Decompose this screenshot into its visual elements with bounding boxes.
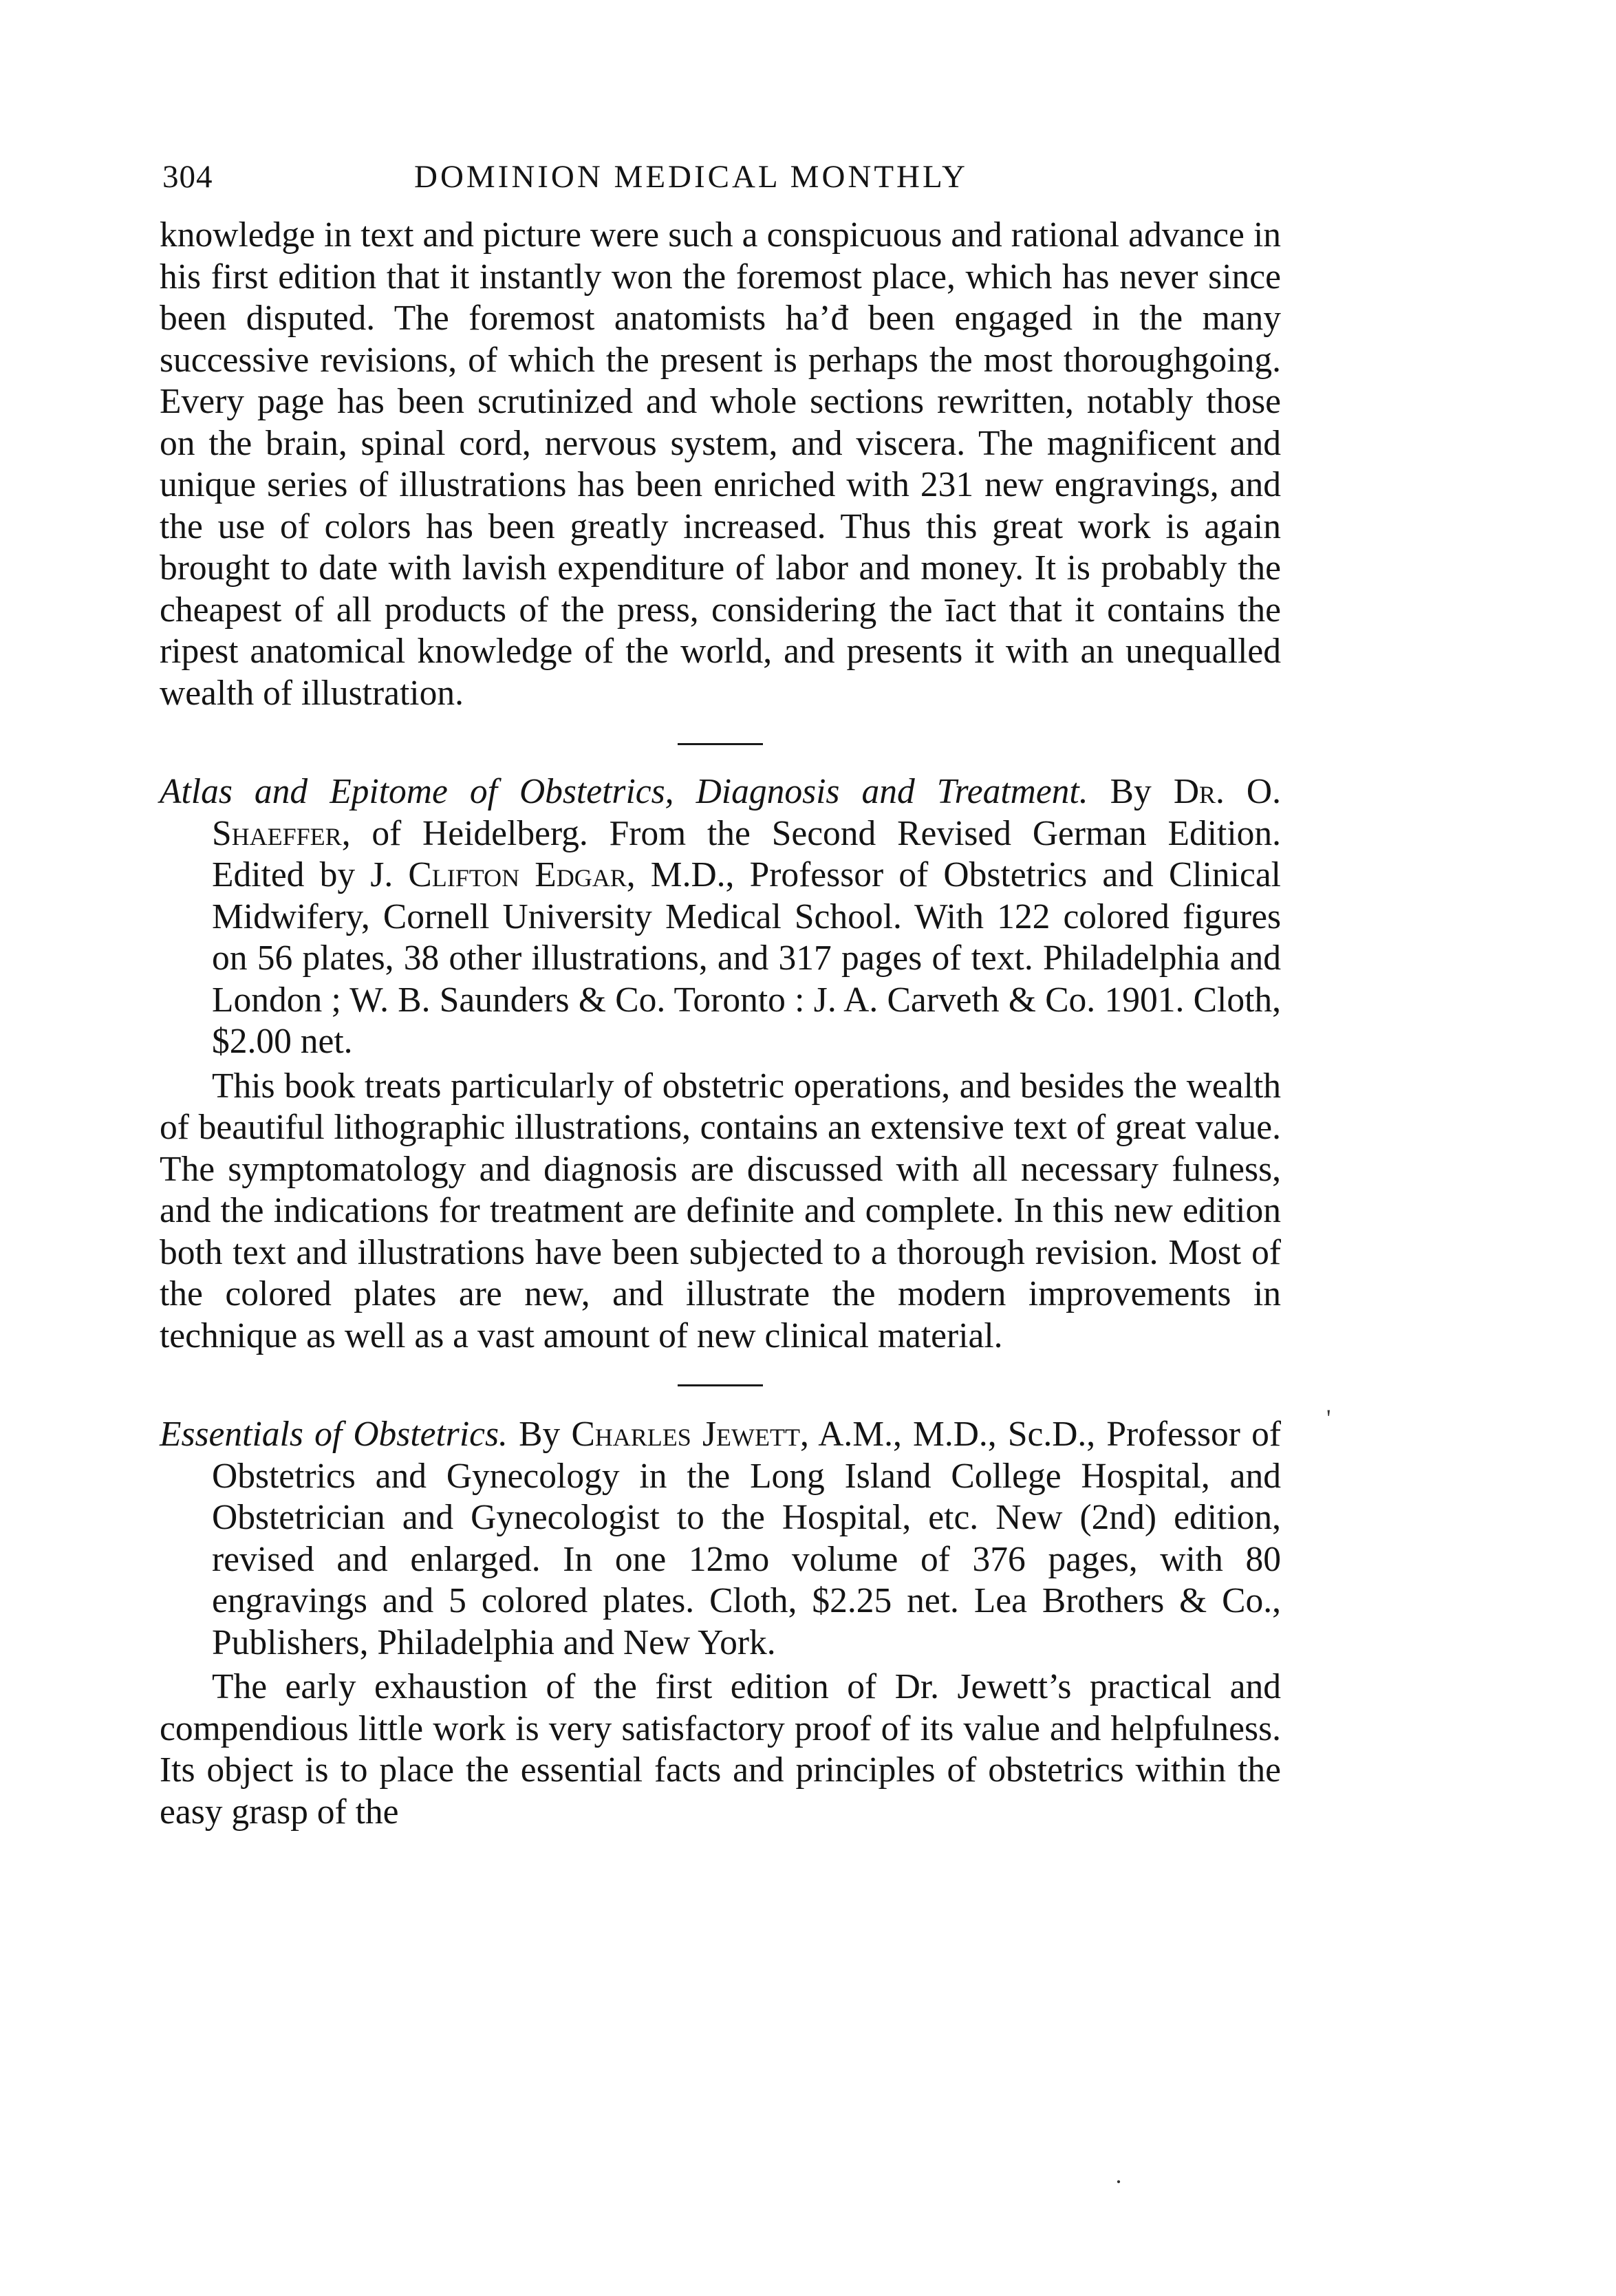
review-2-citation bbox=[160, 1414, 1281, 1664]
review-1-editor: J. Clifton Edgar bbox=[370, 855, 627, 894]
review-1-by: By bbox=[1088, 772, 1174, 811]
continuation-paragraph: knowledge in text and picture were such a conspicuous and rational advance in his first edition that it instantly won the foremost place, which has never since been disputed. The foremost anatomists ha’đ been engaged in the many successive revisions, of which the present is perhaps the most thoroughgoing. Every page has been scrutinized and whole sections rewritten, notably those on the brain, spinal cord, nervous system, and viscera. The magnificent and unique series of illustrations has been enriched with 231 new engravings, and the use of colors has been greatly increased. Thus this great work is again brought to date with lavish expenditure of labor and money. It is probably the cheapest of all products of the press, considering the īact that it contains the ripest anatomical knowledge of the world, and presents it with an unequalled wealth of illustration. bbox=[160, 215, 1281, 713]
journal-title: DOMINION MEDICAL MONTHLY bbox=[414, 159, 968, 195]
review-1-title: Atlas and Epitome of Obstetrics, Diagnosis and Treatment. bbox=[160, 772, 1088, 811]
review-2-author: Charles Jewett bbox=[571, 1415, 800, 1454]
stray-mark: ' bbox=[1326, 1404, 1331, 1432]
review-2-by: By bbox=[507, 1415, 572, 1454]
review-2-citation-rest: , A.M., M.D., Sc.D., Professor of Obstetrics and Gynecology in the Long Island College Hospital, and Obstetrician and Gynecologist to the Hospital, etc. New (2nd) edition, revised and enlarged. In one 12mo volume of 376 pages, with 80 engravings and 5 colored plates. Cloth, $2.25 net. Lea Brothers & Co., Publishers, Philadelphia and New York. bbox=[212, 1415, 1281, 1662]
review-1-body: This book treats particularly of obstetric operations, and besides the wealth of beautiful lithographic illustrations, contains an extensive text of great value. The symptomatology and diagnosis are discussed with all necessary fulness, and the indications for treatment are definite and complete. In this new edition both text and illustrations have been subjected to a thorough revision. Most of the colored plates are new, and illustrate the modern improvements in technique as well as a vast amount of new clinical material. bbox=[160, 1066, 1281, 1355]
review-2-title: Essentials of Obstetrics. bbox=[160, 1415, 508, 1454]
stray-dot: · bbox=[1114, 2168, 1123, 2196]
review-1-author: Dr. O. Shaeffer bbox=[212, 772, 1281, 853]
review-2-body: The early exhaustion of the first edition of Dr. Jewett’s practical and compendious little work is very satisfactory proof of its value and helpfulness. Its object is to place the essential facts and principles of obstetrics within the easy grasp of the bbox=[160, 1667, 1281, 1832]
section-divider bbox=[678, 743, 763, 745]
page-number: 304 bbox=[162, 159, 213, 195]
review-1-author-suffix: , of Heidelberg. From the Second Revised German Edition. Edited by bbox=[212, 813, 1281, 894]
section-divider bbox=[678, 1384, 763, 1386]
review-1-citation bbox=[160, 771, 1281, 1063]
page bbox=[160, 158, 1281, 1833]
running-head bbox=[160, 158, 1281, 200]
review-1-citation-rest: , M.D., Professor of Obstetrics and Clinical Midwifery, Cornell University Medical School. With 122 colored figures on 56 plates, 38 other illustrations, and 317 pages of text. Philadelphia and London ; W. B. Saunders & Co. Toronto : J. A. Carveth & Co. 1901. Cloth, $2.00 net. bbox=[212, 855, 1281, 1061]
